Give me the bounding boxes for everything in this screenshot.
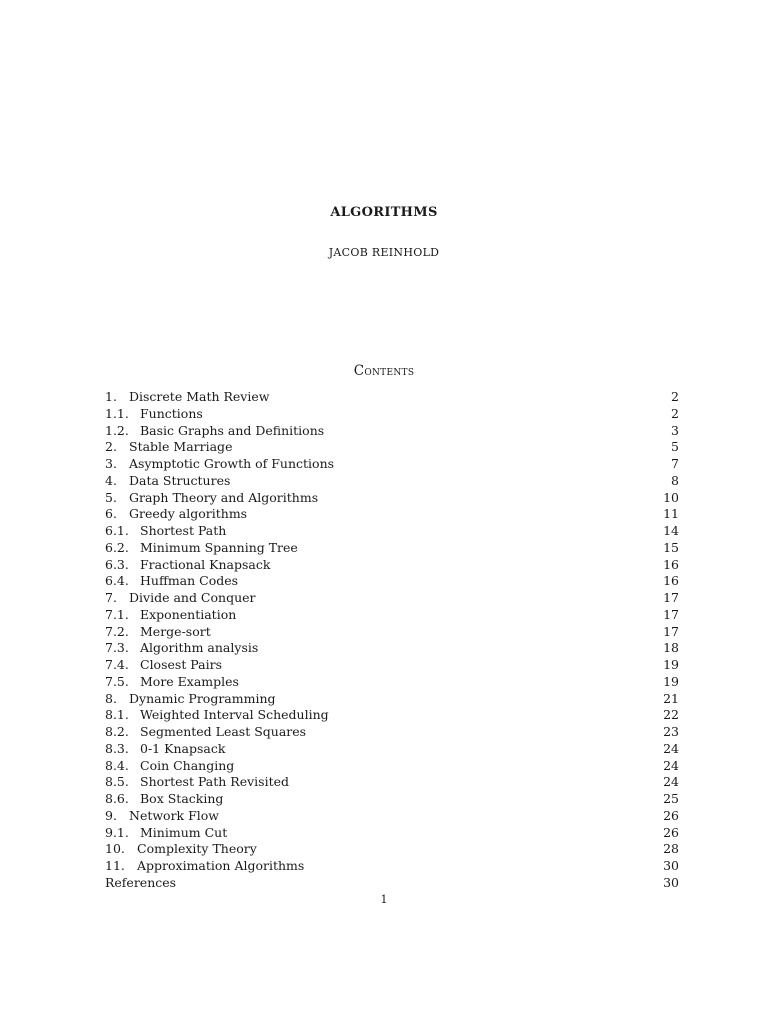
- toc-entry-number: 8.4.: [105, 757, 129, 773]
- toc-entry-title: Coin Changing: [140, 757, 235, 773]
- toc-entry-left: [105, 473, 230, 490]
- toc-entry-number: 7.3.: [105, 640, 129, 656]
- toc-entry-page: 5: [671, 439, 679, 455]
- toc-entry-title: More Examples: [140, 673, 239, 689]
- toc-entry-title: Fractional Knapsack: [140, 556, 271, 572]
- toc-entry[interactable]: [105, 406, 679, 423]
- toc-entry-number: 8.1.: [105, 707, 129, 723]
- toc-entry-number: 8.: [105, 690, 117, 706]
- toc-entry-title: Merge-sort: [140, 623, 211, 639]
- toc-entry-title: Huffman Codes: [140, 573, 239, 589]
- toc-entry-left: [105, 791, 223, 808]
- toc-entry-page: 2: [671, 389, 679, 404]
- toc-entry-left: [105, 389, 269, 406]
- toc-entry[interactable]: [105, 423, 679, 440]
- contents-heading: Contents: [353, 363, 415, 379]
- toc-entry-left: [105, 774, 289, 791]
- toc-entry-left: [105, 540, 298, 557]
- toc-entry-page: 2: [671, 405, 679, 421]
- toc-entry[interactable]: [105, 473, 679, 490]
- toc-entry[interactable]: [105, 557, 679, 574]
- toc-entry-number: 8.3.: [105, 740, 129, 756]
- toc-entry-page: 10: [663, 489, 679, 505]
- toc-entry-number: 7.5.: [105, 673, 129, 689]
- toc-entry-left: [105, 758, 234, 775]
- toc-entry[interactable]: [105, 875, 679, 892]
- toc-entry-page: 24: [663, 757, 679, 773]
- toc-entry-title: References: [105, 874, 177, 890]
- toc-entry-title: Functions: [140, 405, 203, 421]
- toc-entry[interactable]: [105, 573, 679, 590]
- toc-entry-number: 9.1.: [105, 824, 129, 840]
- toc-entry-number: 3.: [105, 456, 117, 471]
- toc-entry-left: [105, 674, 239, 691]
- toc-entry-page: 22: [663, 707, 679, 723]
- toc-entry[interactable]: [105, 657, 679, 674]
- toc-entry-page: 3: [671, 422, 679, 438]
- toc-entry-left: [105, 741, 225, 758]
- toc-entry-title: Stable Marriage: [129, 439, 233, 455]
- toc-entry-page: 30: [663, 858, 679, 873]
- toc-entry-left: [105, 724, 306, 741]
- toc-entry-page: 26: [663, 807, 679, 823]
- toc-entry-title: Basic Graphs and Definitions: [140, 422, 325, 438]
- toc-entry-page: 11: [663, 506, 679, 522]
- toc-entry[interactable]: [105, 506, 679, 523]
- toc-entry-page: 8: [671, 472, 679, 488]
- toc-entry-title: Divide and Conquer: [129, 590, 256, 605]
- toc-entry-page: 14: [663, 523, 679, 538]
- toc-entry-number: 6.1.: [105, 523, 129, 538]
- toc-entry-number: 8.5.: [105, 774, 129, 790]
- toc-entry[interactable]: [105, 691, 679, 708]
- toc-entry-left: [105, 657, 222, 674]
- toc-entry-number: 7.4.: [105, 657, 129, 672]
- toc-entry[interactable]: [105, 523, 679, 540]
- document-title: ALGORITHMS: [330, 205, 438, 220]
- toc-entry-left: [105, 624, 211, 641]
- toc-entry-left: [105, 506, 247, 523]
- toc-entry-number: 7.1.: [105, 606, 129, 622]
- toc-entry[interactable]: [105, 808, 679, 825]
- toc-entry[interactable]: [105, 624, 679, 641]
- toc-entry[interactable]: [105, 674, 679, 691]
- toc-entry-title: Complexity Theory: [137, 841, 257, 857]
- toc-entry-page: 19: [663, 657, 679, 672]
- toc-entry-page: 24: [663, 774, 679, 790]
- toc-entry-left: [105, 523, 226, 540]
- toc-entry-number: 1.1.: [105, 405, 129, 421]
- toc-entry-left: [105, 557, 270, 574]
- toc-entry-left: [105, 707, 329, 724]
- toc-entry-number: 10.: [105, 841, 125, 857]
- toc-entry-number: 5.: [105, 489, 117, 505]
- toc-entry-title: Closest Pairs: [140, 657, 223, 672]
- toc-entry-number: 6.2.: [105, 539, 129, 555]
- page-number: 1: [380, 893, 388, 906]
- toc-entry-number: 8.2.: [105, 724, 129, 739]
- toc-entry-page: 16: [663, 573, 679, 589]
- toc-entry-title: Network Flow: [129, 807, 220, 823]
- toc-entry[interactable]: [105, 741, 679, 758]
- toc-entry-page: 16: [663, 556, 679, 572]
- toc-entry-title: Minimum Cut: [140, 824, 228, 840]
- toc-entry-title: Minimum Spanning Tree: [140, 539, 298, 555]
- toc-entry-page: 26: [663, 824, 679, 840]
- toc-entry-title: Greedy algorithms: [129, 506, 248, 522]
- toc-entry-number: 8.6.: [105, 791, 129, 806]
- toc-entry-left: [105, 423, 324, 440]
- toc-entry-title: Weighted Interval Scheduling: [140, 707, 329, 723]
- toc-entry-title: Shortest Path Revisited: [140, 774, 289, 790]
- toc-entry-title: Discrete Math Review: [129, 389, 270, 404]
- toc-entry-left: [105, 607, 236, 624]
- toc-entry-left: [105, 456, 334, 473]
- toc-entry-title: Approximation Algorithms: [137, 858, 305, 873]
- toc-entry-title: Asymptotic Growth of Functions: [129, 456, 335, 471]
- toc-entry[interactable]: [105, 724, 679, 741]
- toc-entry-left: [105, 841, 257, 858]
- toc-entry-title: Algorithm analysis: [140, 640, 259, 656]
- toc-entry-left: [105, 573, 238, 590]
- toc-entry-left: [105, 406, 203, 423]
- toc-entry-number: 9.: [105, 807, 117, 823]
- toc-entry-number: 7.2.: [105, 623, 129, 639]
- toc-entry-number: 6.4.: [105, 573, 129, 589]
- toc-entry[interactable]: [105, 590, 679, 607]
- toc-entry[interactable]: [105, 607, 679, 624]
- toc-entry-number: 7.: [105, 590, 117, 605]
- toc-entry-title: Segmented Least Squares: [140, 724, 307, 739]
- toc-entry-title: Exponentiation: [140, 606, 237, 622]
- toc-entry-left: [105, 875, 176, 892]
- toc-entry-number: 1.2.: [105, 422, 129, 438]
- toc-entry-page: 7: [671, 456, 679, 471]
- toc-entry[interactable]: [105, 490, 679, 507]
- toc-entry[interactable]: [105, 758, 679, 775]
- toc-entry-number: 6.: [105, 506, 117, 522]
- toc-entry-left: [105, 808, 219, 825]
- toc-entry-page: 19: [663, 673, 679, 689]
- toc-entry-page: 18: [663, 640, 679, 656]
- toc-entry-page: 30: [663, 874, 679, 890]
- toc-entry-left: [105, 691, 276, 708]
- toc-entry-page: 17: [663, 590, 679, 605]
- table-of-contents: [105, 389, 679, 892]
- toc-entry[interactable]: [105, 858, 679, 875]
- toc-entry-page: 17: [663, 606, 679, 622]
- toc-entry[interactable]: [105, 439, 679, 456]
- toc-entry-number: 1.: [105, 389, 117, 404]
- toc-entry[interactable]: [105, 540, 679, 557]
- toc-entry-title: Shortest Path: [140, 523, 227, 538]
- toc-entry-number: 2.: [105, 439, 117, 455]
- toc-entry-page: 15: [663, 539, 679, 555]
- toc-entry[interactable]: [105, 791, 679, 808]
- toc-entry[interactable]: [105, 640, 679, 657]
- toc-entry[interactable]: [105, 774, 679, 791]
- toc-entry-left: [105, 858, 304, 875]
- toc-entry[interactable]: [105, 707, 679, 724]
- toc-entry[interactable]: [105, 389, 679, 406]
- toc-entry-left: [105, 490, 318, 507]
- toc-entry-number: 4.: [105, 472, 117, 488]
- toc-entry-title: Data Structures: [129, 472, 231, 488]
- toc-entry-left: [105, 590, 256, 607]
- toc-entry-left: [105, 640, 258, 657]
- document-author: JACOB REINHOLD: [328, 246, 440, 259]
- toc-entry-title: Box Stacking: [140, 791, 224, 806]
- toc-entry-title: 0-1 Knapsack: [140, 740, 226, 756]
- toc-entry-left: [105, 825, 227, 842]
- toc-entry-page: 25: [663, 791, 679, 806]
- toc-entry-number: 6.3.: [105, 556, 129, 572]
- toc-entry-page: 23: [663, 724, 679, 739]
- toc-entry-page: 28: [663, 841, 679, 857]
- toc-entry[interactable]: [105, 841, 679, 858]
- toc-entry-title: Dynamic Programming: [129, 690, 276, 706]
- toc-entry-page: 21: [663, 690, 679, 706]
- toc-entry-left: [105, 439, 232, 456]
- toc-entry-page: 17: [663, 623, 679, 639]
- toc-entry-page: 24: [663, 740, 679, 756]
- toc-entry[interactable]: [105, 456, 679, 473]
- toc-entry[interactable]: [105, 825, 679, 842]
- toc-entry-number: 11.: [105, 858, 125, 873]
- toc-entry-title: Graph Theory and Algorithms: [129, 489, 319, 505]
